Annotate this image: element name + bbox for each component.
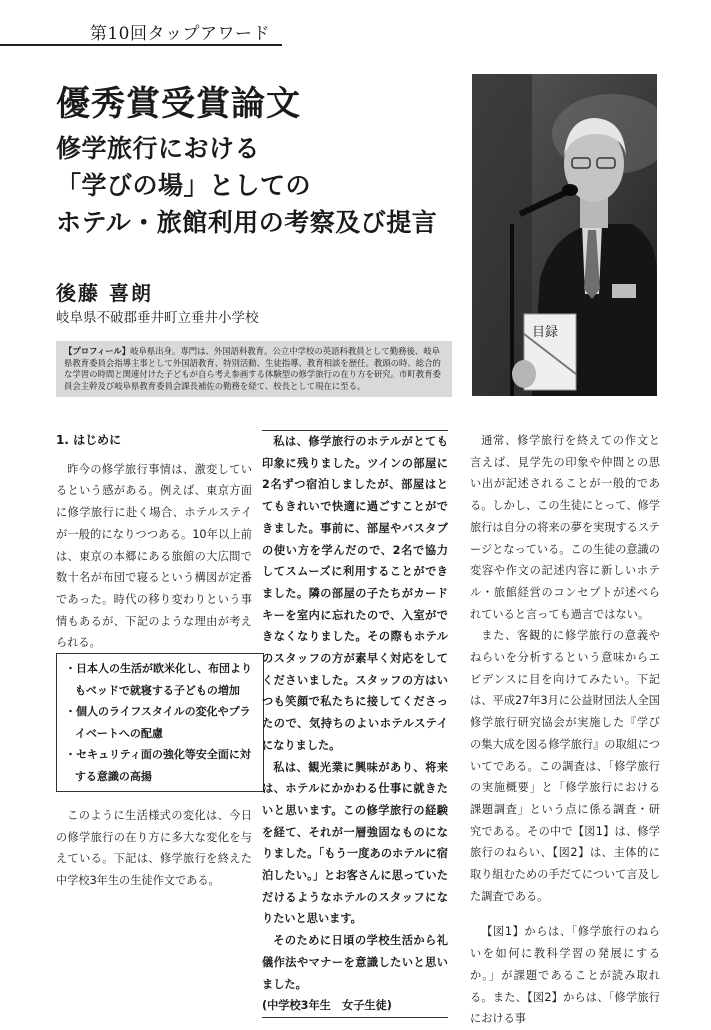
essay-bottom-rule [262, 1017, 448, 1018]
series-label-bar [0, 10, 282, 46]
essay-paragraph: そのために日頃の学校生活から礼儀作法やマナーを意識したいと思いました。 [262, 934, 448, 991]
essay-paragraph: 私は、修学旅行のホテルがとても印象に残りました。ツインの部屋に2名ずつ宿泊しましたが、部屋はとてもきれいで快適に過ごすことができました。事前に、部屋やバスタブの使い方を学んだので、2名で協力してスムーズに利用することができました。隣の部屋の子たちがカードキーを室内に忘れたので、入室ができなくなりました。その際もホテルのスタッフの方が素早く対応をしてくださいました。スタッフの方はいつも笑顔で私たちに接してくださったので、気持ちのよいホテルステイになりました。 [262, 435, 448, 752]
author-affiliation: 岐阜県不破郡垂井町立垂井小学校 [56, 310, 259, 326]
subtitle-line: ホテル・旅館利用の考察及び提言 [56, 208, 438, 237]
author-name: 後藤 喜朗 [56, 281, 153, 305]
profile-text: 岐阜県出身。専門は、外国語科教育。公立中学校の英語科教員として勤務後、岐阜県教育委員会指導主事として外国語教育、特別活動、生徒指導、教育相談を歴任。教頭の時、総合的な学習の時間と関連付けた子どもが自ら考え参画する体験型の修学旅行の在り方を研究。市町教育委員会主幹及び岐阜県教育委員会課長補佐の勤務を経て、校長として現在に至る。 [64, 346, 441, 391]
speaker-photo-icon [472, 74, 657, 396]
reasons-box [56, 653, 264, 792]
profile-box [56, 341, 452, 397]
body-paragraph: 【図1】からは、「修学旅行のねらいを如何に教科学習の発展にするか。」が課題であることが読み取れる。また、【図2】からは、「修学旅行における事 [470, 925, 660, 1026]
after-paragraph: このように生活様式の変化は、今日の修学旅行の在り方に多大な変化を与えている。下記は、修学旅行を終えた中学校3年生の生徒作文である。 [56, 809, 252, 888]
column-3 [470, 430, 660, 1030]
intro-paragraph: 昨今の修学旅行事情は、激変しているという感がある。例えば、東京方面に修学旅行に赴く場合、ホテルステイが一般的になりつつある。10年以上前は、東京の本郷にある旅館の大広間で数十名が布団で寝るという構図が定番であった。時代の移り変わりという事情もあるが、下記のような理由が考えられる。 [56, 462, 252, 650]
subtitle-line: 「学びの場」としての [56, 171, 312, 200]
column-2 [262, 430, 448, 1018]
main-title: 優秀賞受賞論文 [56, 84, 301, 124]
section-heading: 1. はじめに [56, 433, 122, 447]
essay-author: (中学校3年生 女子生徒) [262, 999, 392, 1013]
reason-item: ・個人のライフスタイルの変化やプライベートへの配慮 [65, 705, 251, 740]
column-1-after [56, 805, 252, 892]
reason-item: ・日本人の生活が欧米化し、布団よりもベッドで就寝する子どもの増加 [65, 662, 252, 697]
profile-label: 【プロフィール】 [64, 346, 131, 356]
subtitle [56, 130, 437, 241]
series-label: 第10回タップアワード [89, 24, 270, 44]
body-paragraph: 通常、修学旅行を終えての作文と言えば、見学先の印象や仲間との思い出が記述されることが一般的である。しかし、この生徒にとって、修学旅行は自分の将来の夢を実現するステージとなっている。この生徒の意識の変容や作文の記述内容に新しいホテル・旅館経営のコンセプトが述べられていると言っても過言ではない。 [470, 434, 660, 621]
essay-paragraph: 私は、観光業に興味があり、将来は、ホテルにかかわる仕事に就きたいと思います。この修学旅行の経験を経て、それが一層強固なものになりました。「もう一度あのホテルに宿泊したい。」とお客さんに思っていただけるようなホテルのスタッフになりたいと思います。 [262, 760, 448, 926]
speaker-photo [472, 74, 657, 396]
paragraph-gap [470, 907, 660, 921]
column-1 [56, 430, 252, 654]
subtitle-line: 修学旅行における [56, 134, 261, 163]
reason-item: ・セキュリティ面の強化等安全面に対する意識の高揚 [65, 748, 251, 783]
photo-sign-text: 目録 [532, 325, 559, 340]
body-paragraph: また、客観的に修学旅行の意義やねらいを分析するという意味からエビデンスに目を向けてみたい。下記は、平成27年3月に公益財団法人全国修学旅行研究協会が実施した『学びの集大成を図る修学旅行』の取組についてである。この調査は、「修学旅行の実施概要」と「修学旅行における課題調査」という点に係る調査・研究である。その中で【図1】は、修学旅行のねらい、【図2】は、主体的に取り組むための手だてについて言及した調査である。 [470, 629, 660, 903]
